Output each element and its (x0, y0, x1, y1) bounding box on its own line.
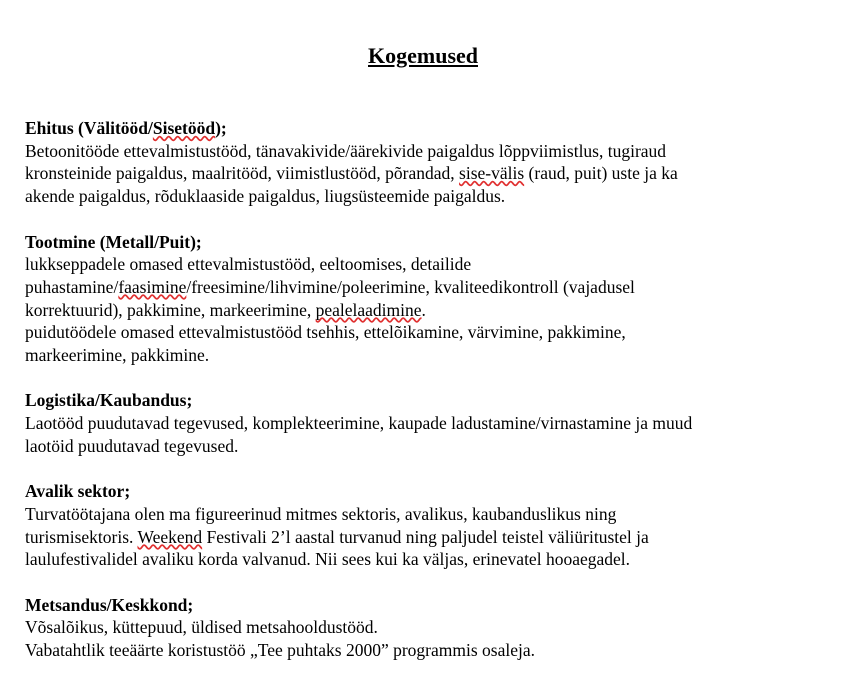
section-logistika (25, 389, 825, 457)
section-heading: Metsandus/Keskkond; (25, 594, 194, 615)
paragraph-line: Vabatahtlik teeäärte koristustöö „Tee puhtaks 2000” programmis osaleja. (25, 640, 536, 661)
line-text: . (421, 299, 426, 320)
line-text: (raud, puit) uste ja ka (524, 163, 678, 184)
section-avalik-sektor (25, 480, 825, 571)
document-title: Kogemused (368, 43, 478, 68)
paragraph-line: puidutöödele omased ettevalmistustööd tsehhis, ettelõikamine, värvimine, pakkimine, (25, 322, 626, 343)
section-tootmine (25, 231, 825, 367)
paragraph-line: Laotööd puudutavad tegevused, komplekteerimine, kaupade ladustamine/virnastamine ja muud (25, 413, 693, 434)
spellcheck-word: Weekend (137, 526, 203, 547)
line-text: Festivali 2’l aastal turvanud ning paljudel teistel väliüritustel ja (202, 526, 649, 547)
section-heading (25, 117, 825, 140)
spellcheck-word: pealelaadimine (315, 299, 422, 320)
section-heading: Tootmine (Metall/Puit); (25, 231, 202, 252)
paragraph-line (25, 276, 825, 299)
section-metsandus (25, 594, 825, 662)
paragraph-line: akende paigaldus, rõduklaaside paigaldus, liugsüsteemide paigaldus. (25, 186, 506, 207)
section-heading: Logistika/Kaubandus; (25, 390, 193, 411)
paragraph-line: Turvatöötajana olen ma figureerinud mitmes sektoris, avalikus, kaubanduslikus ning (25, 503, 617, 524)
paragraph-line (25, 299, 825, 322)
paragraph-line: laulufestivalidel avaliku korda valvanud. Nii sees kui ka väljas, erinevatel hooaegadel. (25, 549, 630, 570)
heading-text: ); (215, 118, 227, 138)
paragraph-line (25, 162, 825, 185)
paragraph-line: lukkseppadele omased ettevalmistustööd, eeltoomises, detailide (25, 254, 472, 275)
paragraph-line: Võsalõikus, küttepuud, üldised metsahooldustööd. (25, 617, 378, 638)
spellcheck-word: faasimine (118, 276, 187, 297)
line-text: puhastamine/ (25, 276, 119, 297)
line-text: korrektuurid), pakkimine, markeerimine, (25, 299, 316, 320)
paragraph-line: Betoonitööde ettevalmistustööd, tänavakivide/äärekivide paigaldus lõppviimistlus, tugiraud (25, 140, 667, 161)
paragraph-line (25, 526, 825, 549)
section-heading: Avalik sektor; (25, 481, 131, 502)
spellcheck-word: Sisetööd (152, 118, 216, 138)
document-body (25, 117, 825, 685)
paragraph-line: laotöid puudutavad tegevused. (25, 435, 239, 456)
spellcheck-word: sise-välis (459, 163, 525, 184)
heading-text: Ehitus (Välitööd/ (25, 118, 153, 138)
section-ehitus (25, 117, 825, 208)
line-text: kronsteinide paigaldus, maalritööd, viimistlustööd, põrandad, (25, 163, 460, 184)
paragraph-line: markeerimine, pakkimine. (25, 345, 210, 366)
line-text: /freesimine/lihvimine/poleerimine, kvaliteedikontroll (vajadusel (186, 276, 635, 297)
line-text: turismisektoris. (25, 526, 138, 547)
